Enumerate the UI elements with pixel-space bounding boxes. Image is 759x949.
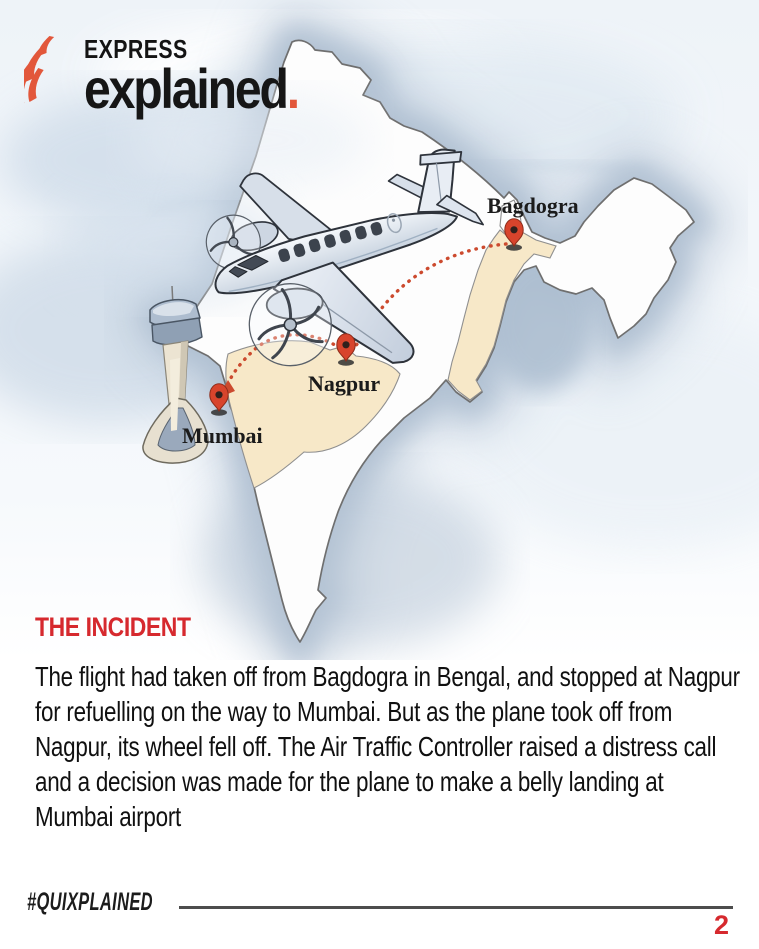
- section-heading: THE INCIDENT: [35, 612, 191, 642]
- footer-divider: [179, 906, 733, 909]
- page-number: 2: [713, 910, 729, 940]
- map-pin-nagpur: [337, 334, 355, 366]
- city-label-nagpur: Nagpur: [308, 371, 381, 396]
- city-label-bagdogra: Bagdogra: [487, 193, 579, 218]
- map-pin-bagdogra: [505, 219, 523, 251]
- hashtag-label: #QUIXPLAINED: [27, 888, 153, 916]
- article-section: [35, 612, 759, 834]
- express-explained-logo: [24, 34, 335, 120]
- footer: [0, 880, 759, 949]
- logo-explained-word: explained: [84, 57, 287, 120]
- logo-explained-text: [84, 57, 301, 120]
- logo-text: [84, 34, 335, 120]
- city-label-mumbai: Mumbai: [182, 423, 263, 448]
- map-pin-mumbai: [210, 384, 228, 416]
- article-body: The flight had taken off from Bagdogra in Bengal, and stopped at Nagpur for refuelling on the way to Mumbai. But as the plane took off from Nagpur, its wheel fell off. The Air Traffic Controller raised a distress call and a decision was made for the plane to make a belly landing at Mumbai airport: [35, 661, 740, 832]
- logo-express-text: EXPRESS: [84, 34, 188, 64]
- logo-period: .: [286, 57, 301, 120]
- indian-express-flame-icon: [24, 34, 76, 120]
